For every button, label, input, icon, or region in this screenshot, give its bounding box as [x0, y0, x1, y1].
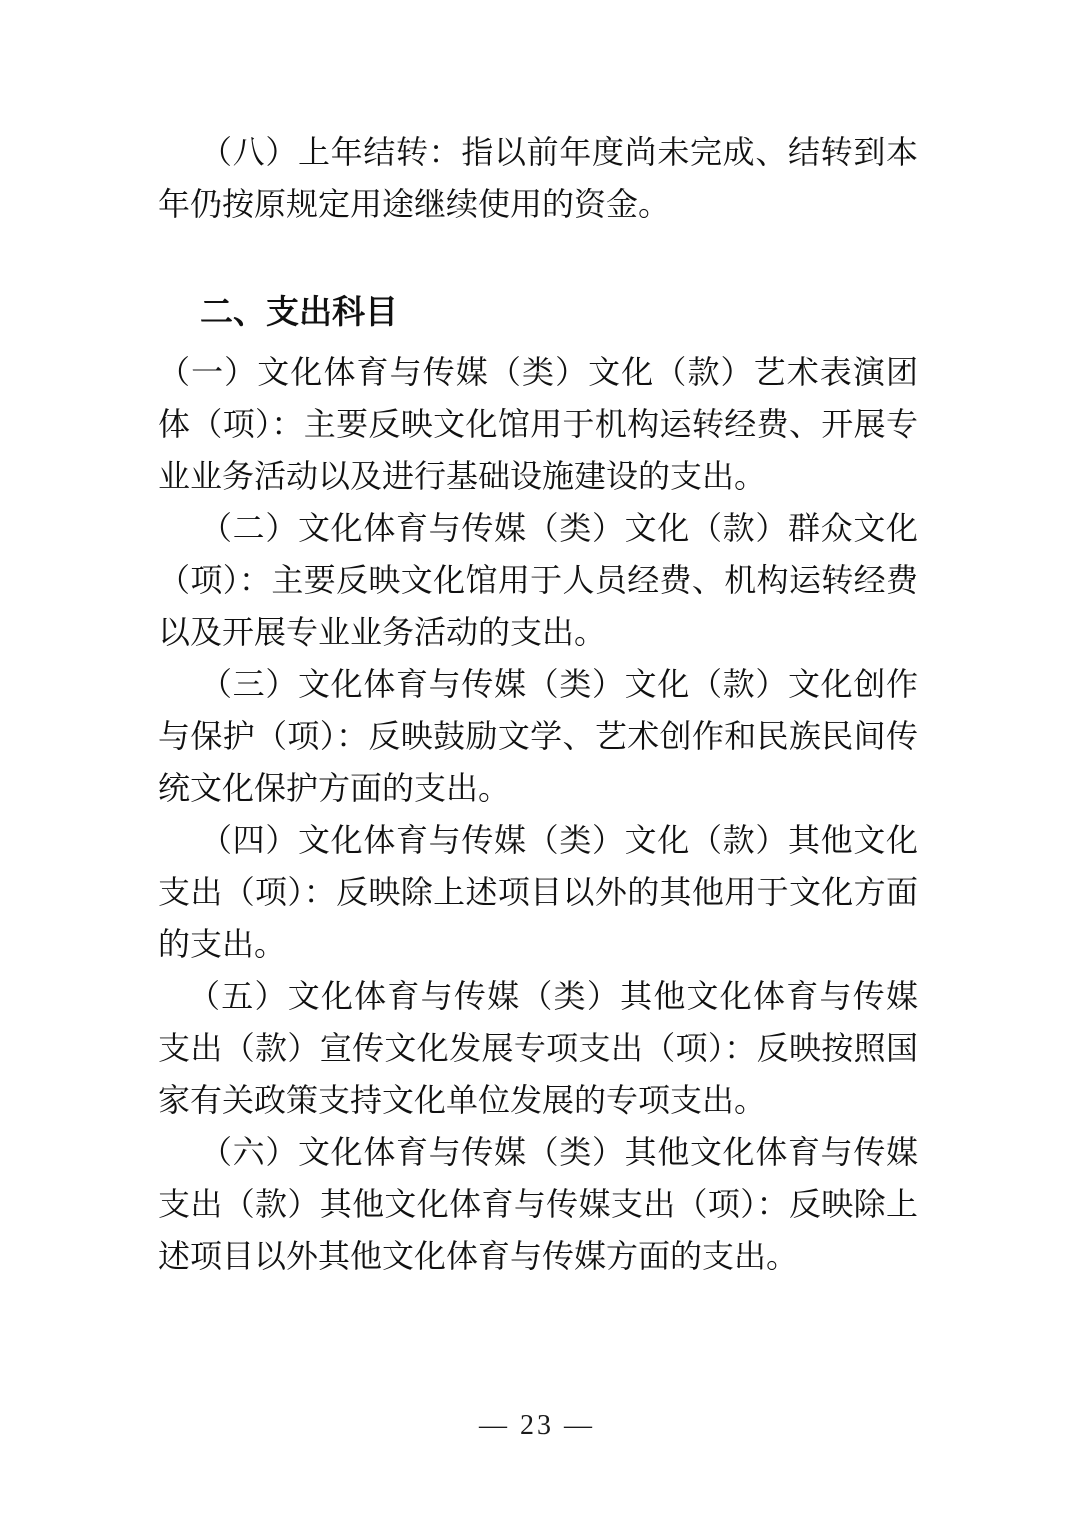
expenditure-item-6: （六）文化体育与传媒（类）其他文化体育与传媒支出（款）其他文化体育与传媒支出（项）：反映除上述项目以外其他文化体育与传媒方面的支出。: [158, 1134, 918, 1274]
section-heading-expenditure-subjects: 二、支出科目: [200, 293, 398, 330]
paragraph-carryover-note: （八）上年结转：指以前年度尚未完成、结转到本年仍按原规定用途继续使用的资金。: [158, 134, 918, 222]
expenditure-item-2: （二）文化体育与传媒（类）文化（款）群众文化（项）：主要反映文化馆用于人员经费、机构运转经费以及开展专业业务活动的支出。: [158, 510, 918, 650]
expenditure-item-3: （三）文化体育与传媒（类）文化（款）文化创作与保护（项）：反映鼓励文学、艺术创作和民族民间传统文化保护方面的支出。: [158, 666, 918, 806]
expenditure-item-5: （五）文化体育与传媒（类）其他文化体育与传媒支出（款）宣传文化发展专项支出（项）：反映按照国家有关政策支持文化单位发展的专项支出。: [158, 978, 918, 1118]
expenditure-item-4: （四）文化体育与传媒（类）文化（款）其他文化支出（项）：反映除上述项目以外的其他用于文化方面的支出。: [158, 822, 918, 962]
expenditure-item-1: （一）文化体育与传媒（类）文化（款）艺术表演团体（项）：主要反映文化馆用于机构运转经费、开展专业业务活动以及进行基础设施建设的支出。: [158, 354, 918, 494]
page-number: — 23 —: [479, 1410, 595, 1441]
document-body: [158, 126, 918, 1282]
